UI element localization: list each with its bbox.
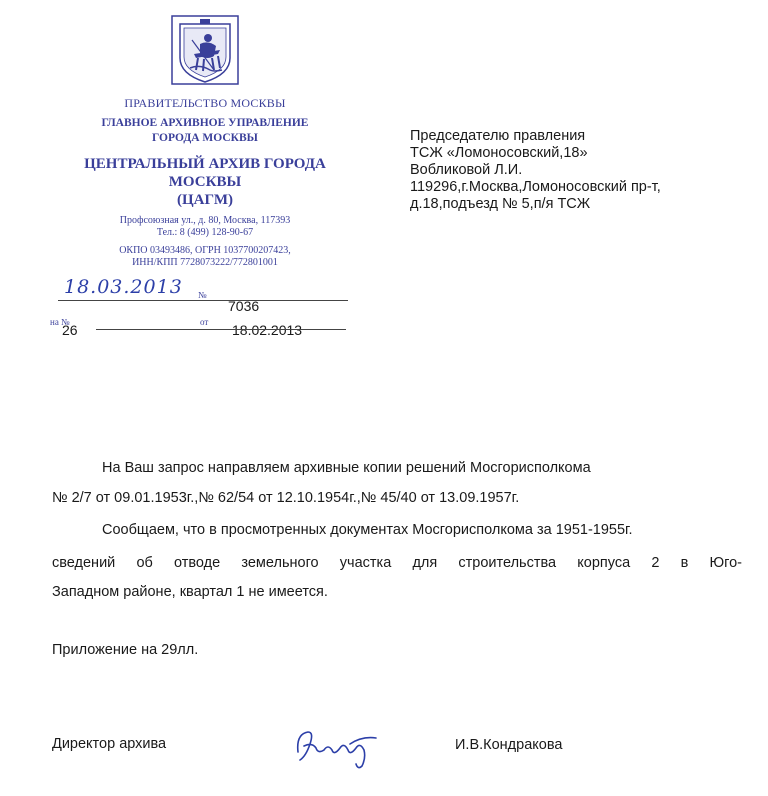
outgoing-number: 7036 xyxy=(228,298,260,314)
department-line: ГОРОДА МОСКВЫ xyxy=(152,132,258,144)
codes-line: ОКПО 03493486, ОГРН 1037700207423, xyxy=(119,245,291,256)
signatory-name: И.В.Кондракова xyxy=(455,737,563,753)
department-name xyxy=(55,116,355,146)
body-line: № 2/7 от 09.01.1953г.,№ 62/54 от 12.10.1954г.,№ 45/40 от 13.09.1957г. xyxy=(52,490,520,506)
codes-line: ИНН/КПП 7728073222/772801001 xyxy=(132,257,278,268)
addressee-block xyxy=(410,128,760,213)
signatory-title: Директор архива xyxy=(52,736,167,752)
divider xyxy=(58,300,348,301)
archive-line: ЦЕНТРАЛЬНЫЙ АРХИВ ГОРОДА xyxy=(84,156,326,172)
department-line: ГЛАВНОЕ АРХИВНОЕ УПРАВЛЕНИЕ xyxy=(101,117,309,129)
archive-address: Профсоюзная ул., д. 80, Москва, 117393 xyxy=(119,215,291,226)
archive-abbr: (ЦАГМ) xyxy=(177,192,233,208)
addressee-line: ТСЖ «Ломоносовский,18» xyxy=(410,145,588,161)
handwritten-signature-icon xyxy=(290,722,400,772)
addressee-line: Вобликовой Л.И. xyxy=(410,162,523,178)
addressee-line: 119296,г.Москва,Ломоносовский пр-т, xyxy=(410,179,661,195)
archive-name xyxy=(55,155,355,209)
addressee-line: Председателю правления xyxy=(410,128,586,144)
reference-date: 18.02.2013 xyxy=(232,322,303,338)
divider xyxy=(96,329,346,330)
ref-label: на № xyxy=(50,317,70,327)
archive-phone: Тел.: 8 (499) 128-90-67 xyxy=(156,227,254,238)
body-line: Западном районе, квартал 1 не имеется. xyxy=(52,584,328,600)
ref-from-label: от xyxy=(200,317,209,327)
outgoing-date: 18.03.2013 xyxy=(64,276,183,298)
archive-codes xyxy=(55,245,355,269)
appendix-note: Приложение на 29лл. xyxy=(52,642,199,658)
government-name: ПРАВИТЕЛЬСТВО МОСКВЫ xyxy=(124,96,286,110)
number-label: № xyxy=(198,290,207,300)
body-line: На Ваш запрос направляем архивные копии решений Мосгорисполкома xyxy=(102,460,591,476)
moscow-coat-of-arms-icon xyxy=(170,14,240,86)
reference-number: 26 xyxy=(62,322,78,338)
archive-line: МОСКВЫ xyxy=(168,174,242,190)
body-line: Сообщаем, что в просмотренных документах Мосгорисполкома за 1951-1955г. xyxy=(102,522,633,538)
archive-contacts xyxy=(55,215,355,239)
addressee-line: д.18,подъезд № 5,п/я ТСЖ xyxy=(410,196,591,212)
body-line: сведений об отводе земельного участка для строительства корпуса 2 в Юго- xyxy=(52,555,742,571)
